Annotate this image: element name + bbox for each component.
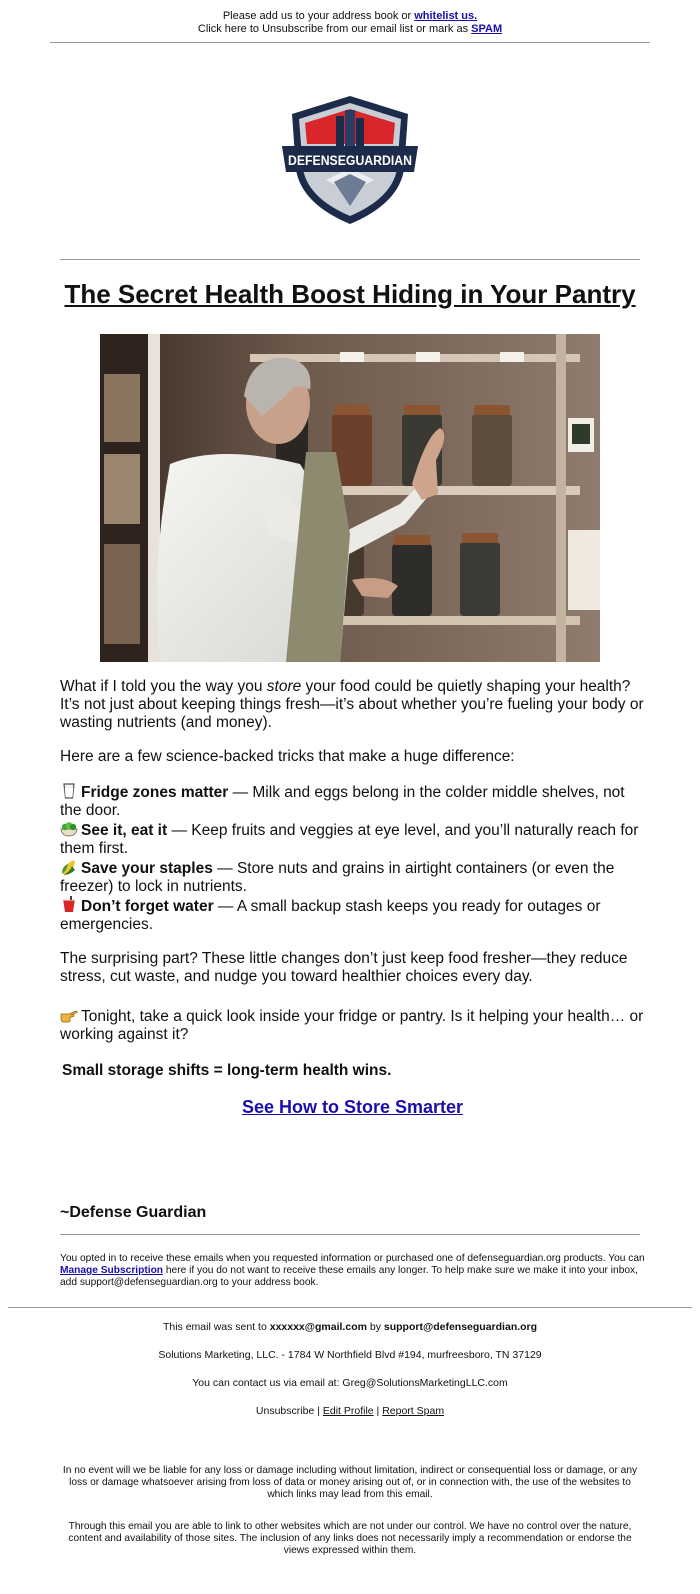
tip-item <box>60 896 645 934</box>
tip-text: — Store nuts and grains in airtight containers (or even the freezer) to lock in nutrients. <box>60 860 615 895</box>
intro-paragraph <box>60 678 645 732</box>
cta-container <box>60 1098 645 1116</box>
footer <box>0 1321 700 1433</box>
divider-top <box>50 42 650 43</box>
tricks-intro: Here are a few science-backed tricks that make a huge difference: <box>60 748 515 765</box>
summary-line: Small storage shifts = long-term health wins. <box>62 1062 392 1079</box>
store-smarter-link[interactable]: See How to Store Smarter <box>241 1097 464 1117</box>
article-body <box>60 678 645 1116</box>
tip-item <box>60 820 645 858</box>
tip-text: — A small backup stash keeps you ready for outages or emergencies. <box>60 898 601 933</box>
unsubscribe-link[interactable]: Unsubscribe <box>255 1405 315 1417</box>
tip-title: Don’t forget water <box>81 898 214 915</box>
article-headline: The Secret Health Boost Hiding in Your Pantry <box>64 279 636 309</box>
signature: ~Defense Guardian <box>60 1204 207 1221</box>
salad-icon <box>60 820 78 838</box>
intro-text-b: your food could be quietly shaping your health? <box>301 678 631 695</box>
report-spam-link[interactable]: Report Spam <box>382 1405 445 1417</box>
sent-by-text: by <box>366 1321 384 1333</box>
logo-container <box>0 92 700 233</box>
tip-title: See it, eat it <box>81 822 168 839</box>
legal-disclaimer-links: Through this email you are able to link to other websites which are not under our control. We have no control over the nature, content and availability of those sites. The inclusion of any links does not necessarily imply a recommendation or endorse the views expressed within them. <box>68 1521 632 1556</box>
defenseguardian-logo <box>280 92 420 228</box>
sent-to-text: This email was sent to <box>162 1321 270 1333</box>
surprise-paragraph: The surprising part? These little changes don’t just keep food fresher—they reduce stress, cut waste, and nudge you toward healthier choices every day. <box>60 950 628 985</box>
red-cup-icon <box>60 896 78 914</box>
postal-address: Solutions Marketing, LLC. - 1784 W Northfield Blvd #194, murfreesboro, TN 37129 <box>158 1349 542 1361</box>
corn-icon <box>60 858 78 876</box>
link-separator: | <box>314 1405 323 1417</box>
tip-text: — Keep fruits and veggies at eye level, and you’ll naturally reach for them first. <box>60 822 639 857</box>
manage-subscription-link[interactable]: Manage Subscription <box>60 1265 164 1276</box>
address-book-text: Please add us to your address book or <box>222 10 415 22</box>
preheader <box>0 0 700 36</box>
logo-brand-text: DEFENSEGUARDIAN <box>288 153 412 168</box>
intro-emphasis: store <box>266 678 302 695</box>
tip-title: Save your staples <box>81 860 213 877</box>
optin-text-a: You opted in to receive these emails when you requested information or purchased one of defenseguardian.org products. You can <box>60 1253 645 1264</box>
divider-signature <box>60 1234 640 1235</box>
address-book-line <box>0 10 700 23</box>
tonight-text: Tonight, take a quick look inside your fridge or pantry. Is it helping your health… or working against it? <box>60 1008 644 1043</box>
pointing-hand-icon <box>60 1006 78 1024</box>
tip-item <box>60 782 645 820</box>
divider-footer <box>8 1307 692 1308</box>
link-separator: | <box>373 1405 383 1417</box>
unsubscribe-line <box>0 23 700 36</box>
unsubscribe-text: Click here to Unsubscribe from our email list or mark as <box>197 23 472 35</box>
optin-text-b: here if you do not want to receive these emails any longer. To help make sure we make it into your inbox, add support@defenseguardian.org to your address book. <box>60 1265 638 1288</box>
edit-profile-link[interactable]: Edit Profile <box>322 1405 374 1417</box>
milk-glass-icon <box>60 782 78 800</box>
optin-notice <box>60 1253 645 1289</box>
tonight-paragraph <box>60 1006 645 1044</box>
recipient-email: xxxxxx@gmail.com <box>269 1321 367 1333</box>
intro-text-2: It’s not just about keeping things fresh—it’s about whether you’re fueling your body or wasting nutrients (and money). <box>60 696 644 731</box>
spam-link[interactable]: SPAM <box>471 23 503 35</box>
legal-disclaimer-liability: In no event will we be liable for any loss or damage including without limitation, indirect or consequential loss or damage, or any loss or damage whatsoever arising from loss of data or money arising out of, or in connection with, the use of the websites to which links may lead from this email. <box>62 1465 638 1500</box>
tip-title: Fridge zones matter <box>81 784 229 801</box>
tip-item <box>60 858 645 896</box>
divider-logo <box>60 259 640 260</box>
pantry-hero-image <box>100 334 600 662</box>
sender-email: support@defenseguardian.org <box>383 1321 538 1333</box>
tip-text: — Milk and eggs belong in the colder middle shelves, not the door. <box>60 784 625 819</box>
contact-line: You can contact us via email at: Greg@SolutionsMarketingLLC.com <box>192 1377 508 1389</box>
footer-links <box>0 1405 700 1418</box>
sent-to-line <box>0 1321 700 1334</box>
whitelist-link[interactable]: whitelist us. <box>414 10 478 22</box>
intro-text-a: What if I told you the way you <box>60 678 267 695</box>
tips-list <box>60 782 645 934</box>
